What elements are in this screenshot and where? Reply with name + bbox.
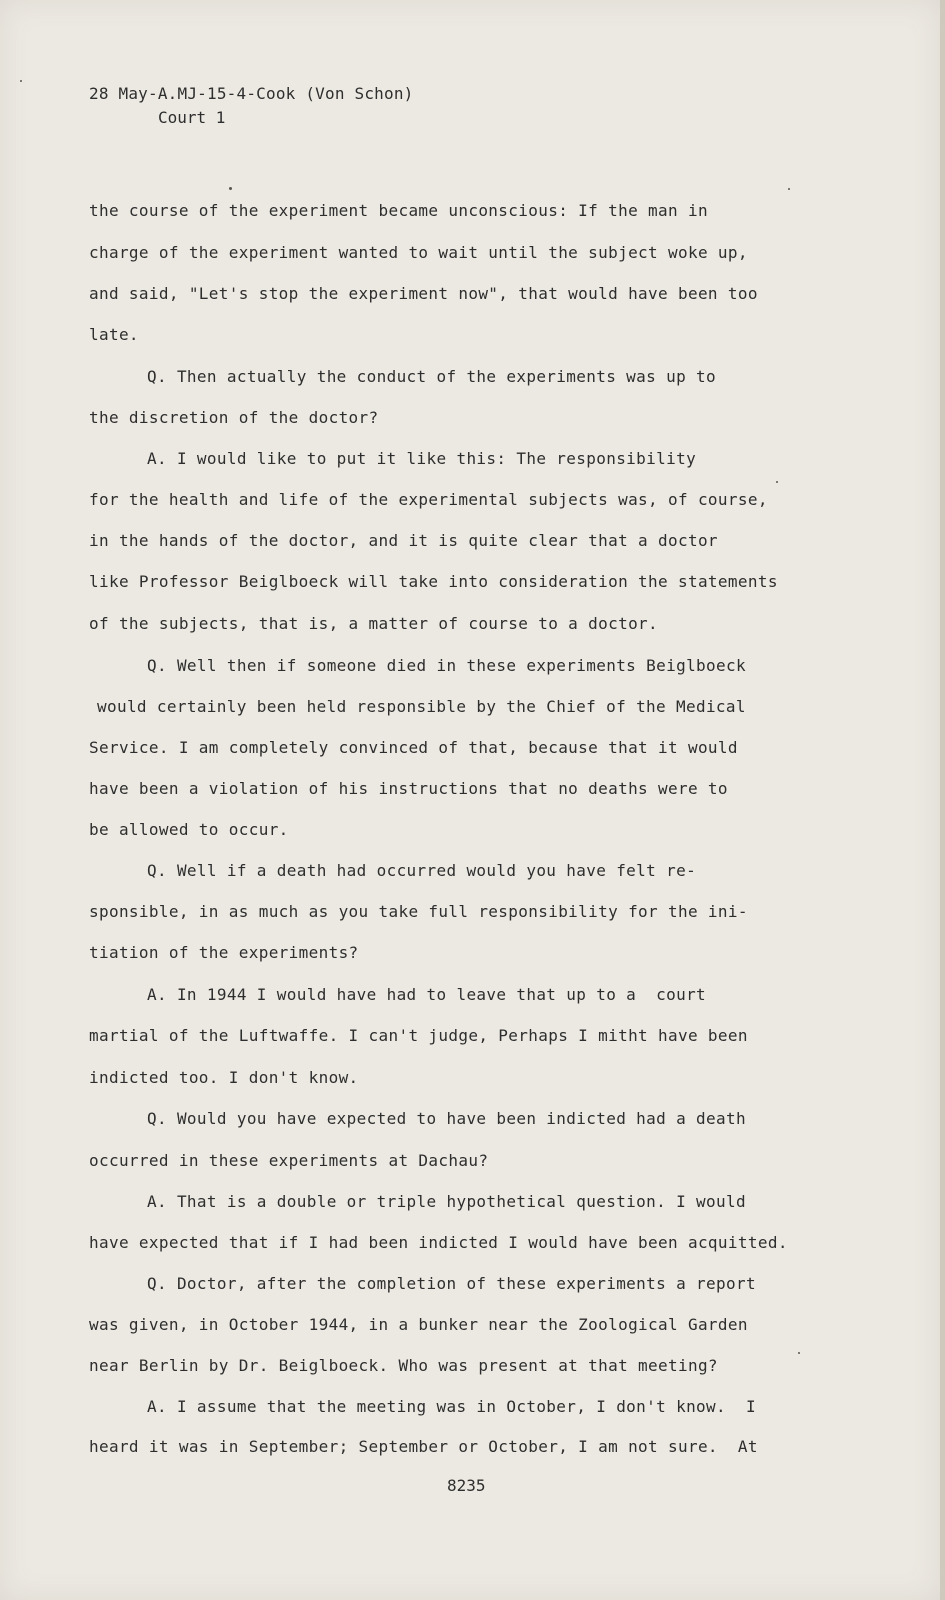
page-edge — [940, 0, 945, 1600]
body-line: near Berlin by Dr. Beiglboeck. Who was present at that meeting? — [89, 1356, 718, 1375]
body-line: sponsible, in as much as you take full responsibility for the ini- — [89, 902, 748, 921]
body-line: was given, in October 1944, in a bunker near the Zoological Garden — [89, 1315, 748, 1334]
page-number: 8235 — [447, 1476, 486, 1495]
body-line: A. I assume that the meeting was in October, I don't know. I — [147, 1397, 756, 1416]
body-line: A. I would like to put it like this: The responsibility — [147, 449, 697, 468]
header-court: Court 1 — [158, 108, 226, 127]
body-line: be allowed to occur. — [89, 820, 289, 839]
body-line: Q. Well if a death had occurred would you have felt re- — [147, 861, 697, 880]
header-citation: 28 May-A.MJ-15-4-Cook (Von Schon) — [89, 84, 414, 103]
paper-speck — [20, 80, 22, 82]
body-line: A. In 1944 I would have had to leave that up to a court — [147, 985, 707, 1004]
paper-speck — [776, 481, 778, 483]
body-line: would certainly been held responsible by the Chief of the Medical — [97, 697, 746, 716]
body-line: have expected that if I had been indicted I would have been acquitted. — [89, 1233, 788, 1252]
body-line: Q. Well then if someone died in these experiments Beiglboeck — [147, 656, 746, 675]
body-line: and said, "Let's stop the experiment now", that would have been too — [89, 284, 758, 303]
body-line: Service. I am completely convinced of that, because that it would — [89, 738, 738, 757]
body-line: Q. Then actually the conduct of the experiments was up to — [147, 367, 717, 386]
body-line: tiation of the experiments? — [89, 943, 359, 962]
body-line: for the health and life of the experimental subjects was, of course, — [89, 490, 768, 509]
body-line: charge of the experiment wanted to wait until the subject woke up, — [89, 243, 748, 262]
body-line: A. That is a double or triple hypothetical question. I would — [147, 1192, 746, 1211]
body-line: the course of the experiment became unconscious: If the man in — [89, 201, 708, 220]
paper-speck — [798, 1352, 800, 1354]
body-line: late. — [89, 325, 139, 344]
body-line: of the subjects, that is, a matter of course to a doctor. — [89, 614, 659, 633]
paper-speck — [229, 187, 232, 190]
paper-speck — [788, 188, 790, 190]
body-line: in the hands of the doctor, and it is quite clear that a doctor — [89, 531, 718, 550]
body-line: the discretion of the doctor? — [89, 408, 379, 427]
body-line: heard it was in September; September or October, I am not sure. At — [89, 1437, 758, 1456]
body-line: Q. Would you have expected to have been indicted had a death — [147, 1109, 746, 1128]
body-line: martial of the Luftwaffe. I can't judge, Perhaps I mitht have been — [89, 1026, 748, 1045]
body-line: like Professor Beiglboeck will take into consideration the statements — [89, 572, 778, 591]
body-line: occurred in these experiments at Dachau? — [89, 1151, 489, 1170]
body-line: Q. Doctor, after the completion of these experiments a report — [147, 1274, 756, 1293]
body-line: indicted too. I don't know. — [89, 1068, 359, 1087]
body-line: have been a violation of his instructions that no deaths were to — [89, 779, 728, 798]
